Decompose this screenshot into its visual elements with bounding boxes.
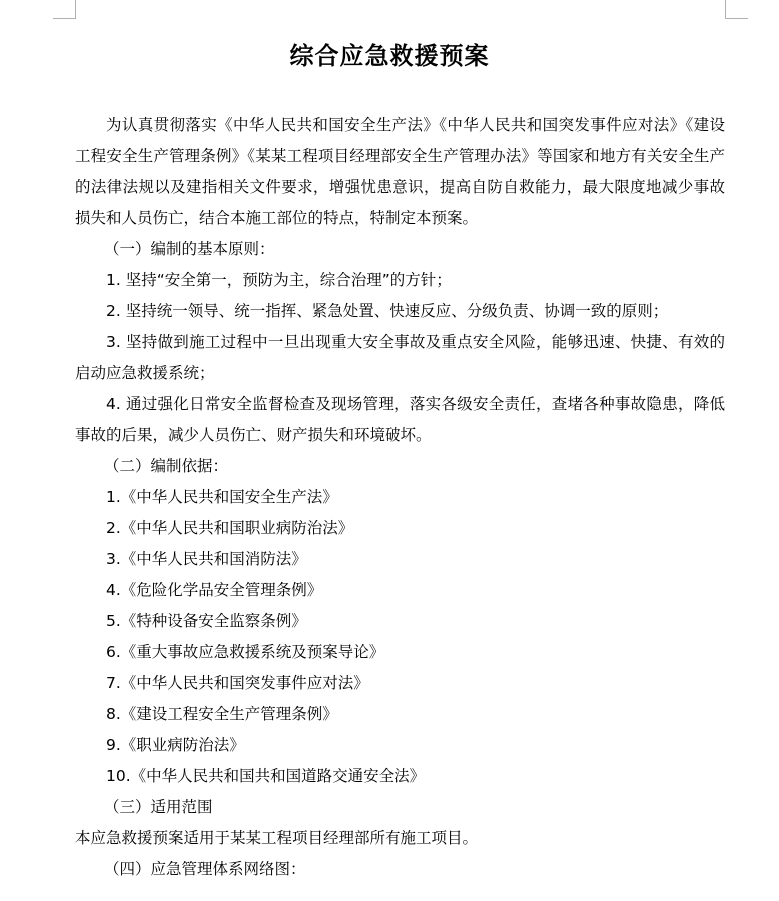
scope-paragraph: 本应急救援预案适用于某某工程项目经理部所有施工项目。 [75, 829, 479, 847]
basis-item: 8.《建设工程安全生产管理条例》 [106, 705, 338, 723]
crop-mark-top-left [53, 0, 76, 19]
basis-item: 3.《中华人民共和国消防法》 [106, 550, 307, 568]
section-heading-scope: （三）适用范围 [104, 798, 213, 816]
crop-mark-top-right [725, 0, 748, 19]
basis-item: 2.《中华人民共和国职业病防治法》 [106, 519, 354, 537]
section-heading-network: （四）应急管理体系网络图： [104, 860, 306, 878]
basis-item: 6.《重大事故应急救援系统及预案导论》 [106, 643, 385, 661]
section-heading-basis: （二）编制依据： [104, 457, 229, 475]
basis-item: 9.《职业病防治法》 [106, 736, 245, 754]
basis-item: 1.《中华人民共和国安全生产法》 [106, 488, 338, 506]
basis-item: 4.《危险化学品安全管理条例》 [106, 581, 323, 599]
basis-item: 5.《特种设备安全监察条例》 [106, 612, 307, 630]
principle-item: 2. 坚持统一领导、统一指挥、紧急处置、快速反应、分级负责、协调一致的原则； [106, 302, 669, 320]
basis-item: 10.《中华人民共和国共和国道路交通安全法》 [106, 767, 426, 785]
principle-item: 1. 坚持“安全第一，预防为主，综合治理”的方针； [106, 271, 452, 289]
basis-item: 7.《中华人民共和国突发事件应对法》 [106, 674, 369, 692]
principle-item: 4. 通过强化日常安全监督检查及现场管理，落实各级安全责任，查堵各种事故隐患，降低事故的后果，减少人员伤亡、财产损失和环境破坏。 [75, 395, 725, 444]
intro-paragraph: 为认真贯彻落实《中华人民共和国安全生产法》《中华人民共和国突发事件应对法》《建设工程安全生产管理条例》《某某工程项目经理部安全生产管理办法》等国家和地方有关安全生产的法律法规以及建指相关文件要求，增强忧患意识，提高自防自救能力，最大限度地减少事故损失和人员伤亡，结合本施工部位的特点，特制定本预案。 [75, 116, 725, 227]
principle-item: 3. 坚持做到施工过程中一旦出现重大安全事故及重点安全风险，能够迅速、快捷、有效的启动应急救援系统； [75, 333, 725, 382]
document-body [75, 110, 725, 885]
document-title: 综合应急救援预案 [289, 42, 490, 70]
section-heading-principles: （一）编制的基本原则： [104, 240, 275, 258]
